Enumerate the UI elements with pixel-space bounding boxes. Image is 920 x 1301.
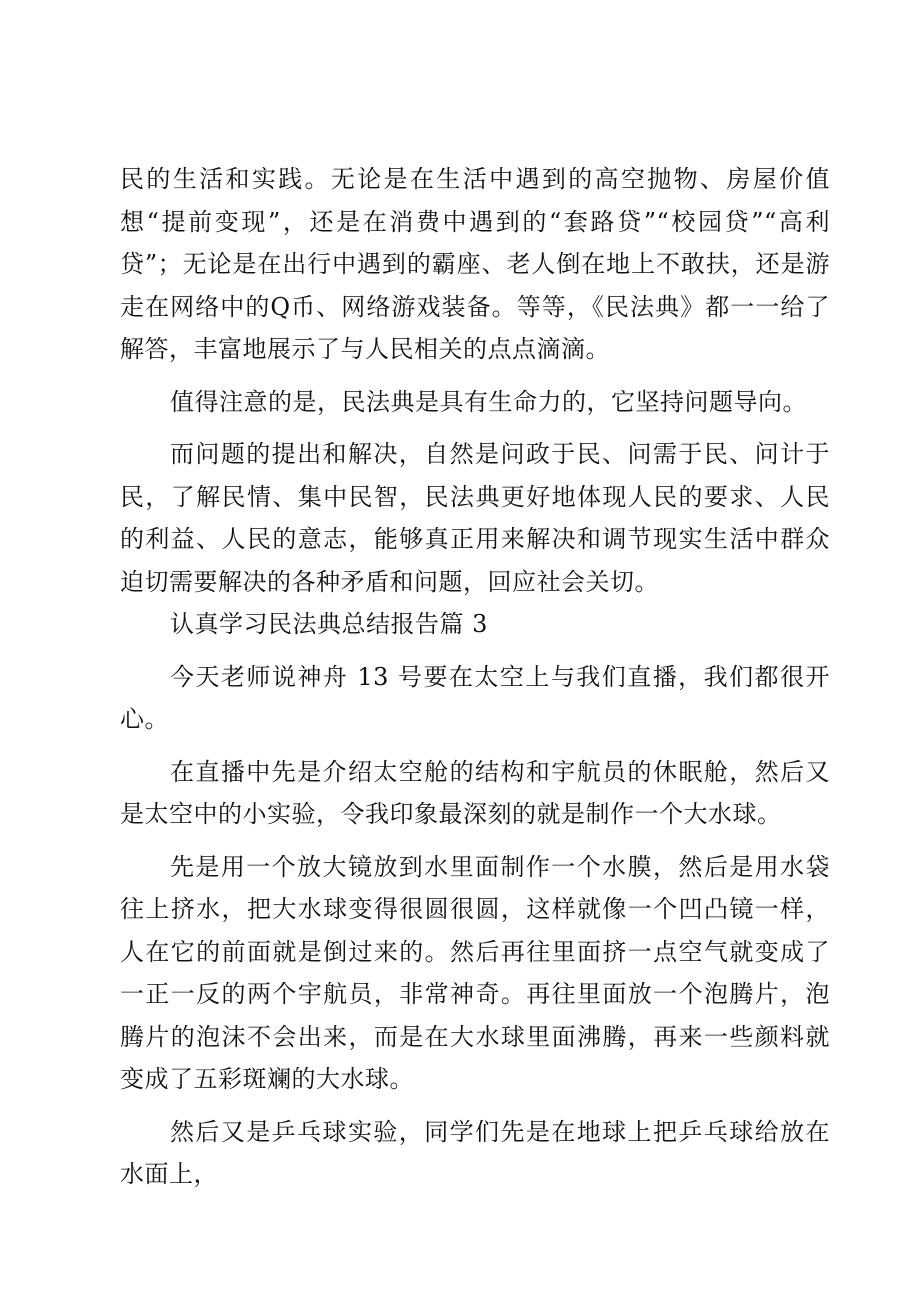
section-heading: 认真学习民法典总结报告篇 3 <box>170 610 488 638</box>
document-body <box>120 158 830 1196</box>
paragraph: 值得注意的是，民法典是具有生命力的，它坚持问题导向。 <box>170 387 807 416</box>
paragraph: 然后又是乒乓球实验，同学们先是在地球上把乒乓球给放在水面上， <box>120 1117 830 1188</box>
paragraph-continuation: 民的生活和实践。无论是在生活中遇到的高空抛物、房屋价值想“提前变现”，还是在消费中遇到的“套路贷”“校园贷”“高利贷”；无论是在出行中遇到的霸座、老人倒在地上不敢扶，还是游走在网络中的Q币、网络游戏装备。等等，《民法典》都一一给了解答，丰富地展示了与人民相关的点点滴滴。 <box>120 165 830 363</box>
paragraph: 而问题的提出和解决，自然是问政于民、问需于民、问计于民，了解民情、集中民智，民法典更好地体现人民的要求、人民的利益、人民的意志，能够真正用来解决和调节现实生活中群众迫切需要解决的各种矛盾和问题，回应社会关切。 <box>120 440 830 596</box>
paragraph: 今天老师说神舟 13 号要在太空上与我们直播，我们都很开心。 <box>120 662 830 733</box>
paragraph: 在直播中先是介绍太空舱的结构和宇航员的休眠舱，然后又是太空中的小实验，令我印象最深刻的就是制作一个大水球。 <box>120 757 830 828</box>
paragraph: 先是用一个放大镜放到水里面制作一个水膜，然后是用水袋往上挤水，把大水球变得很圆很圆，这样就像一个凹凸镜一样，人在它的前面就是倒过来的。然后再往里面挤一点空气就变成了一正一反的两个宇航员，非常神奇。再往里面放一个泡腾片，泡腾片的泡沫不会出来，而是在大水球里面沸腾，再来一些颜料就变成了五彩斑斓的大水球。 <box>120 852 830 1093</box>
